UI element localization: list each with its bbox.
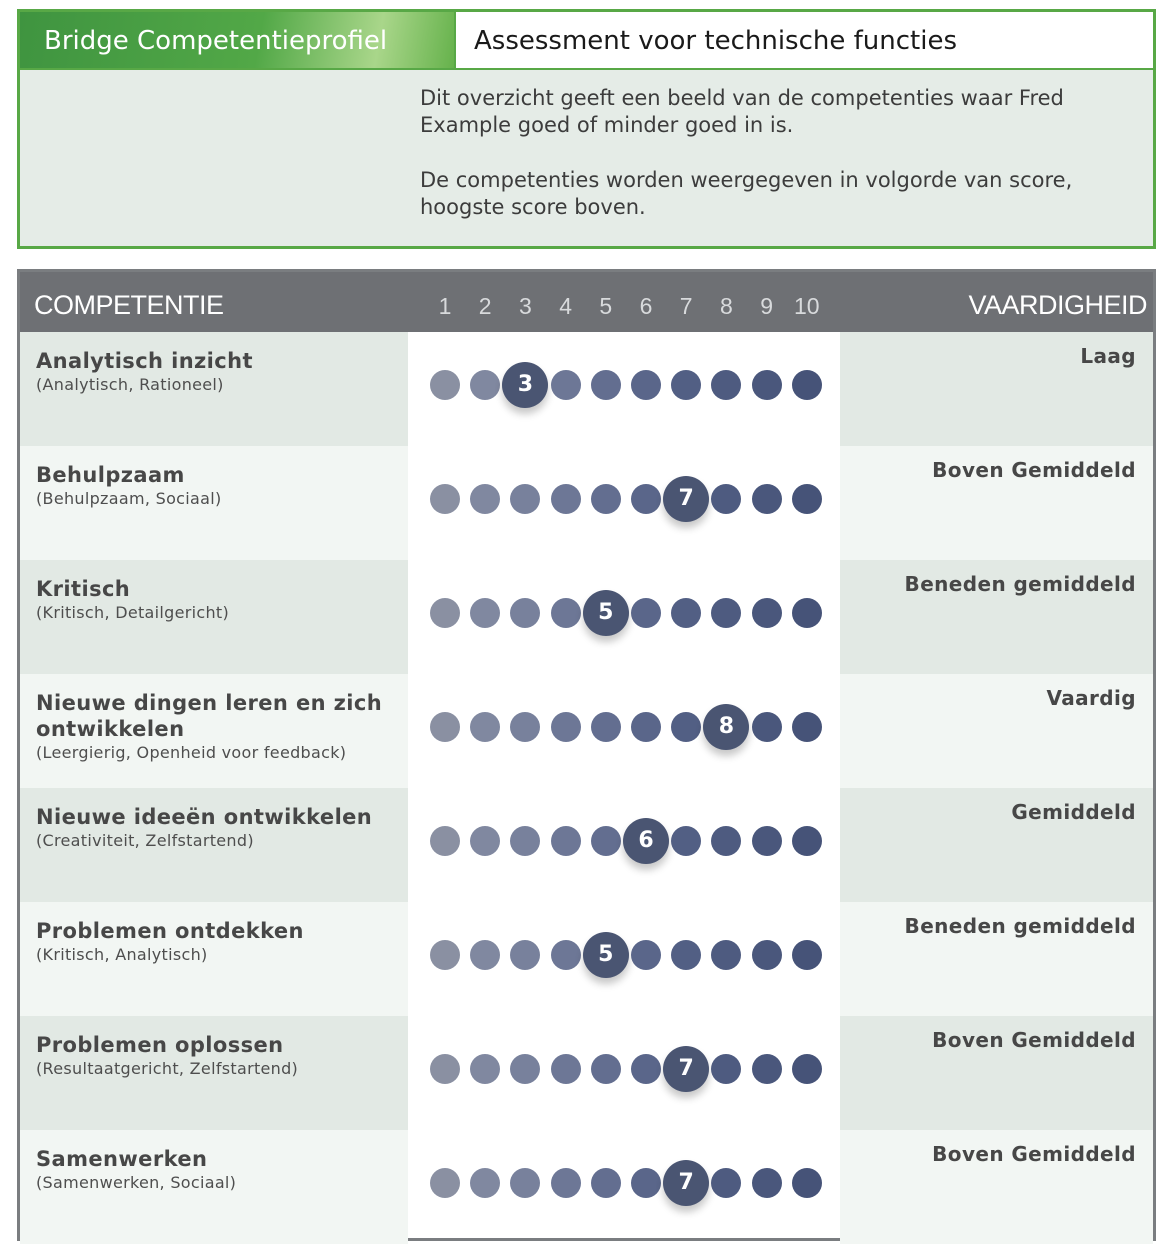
competence-table <box>17 269 1156 1241</box>
score-dot <box>430 712 460 742</box>
score-dot <box>792 598 822 628</box>
column-header-skill: VAARDIGHEID <box>968 290 1147 320</box>
competence-title: Nieuwe dingen leren en zich ontwikkelen <box>36 691 383 741</box>
score-marker: 8 <box>703 704 749 750</box>
score-dot <box>551 484 581 514</box>
table-row <box>20 674 1153 788</box>
scale-number: 10 <box>794 293 820 319</box>
score-dot <box>470 1054 500 1084</box>
competence-subtitle: (Analytisch, Rationeel) <box>36 375 224 394</box>
score-dot <box>430 598 460 628</box>
score-dot <box>631 484 661 514</box>
score-dot <box>470 484 500 514</box>
table-header <box>20 272 1153 332</box>
score-dot <box>591 484 621 514</box>
score-dot <box>631 1054 661 1084</box>
score-dot <box>711 598 741 628</box>
scale-number: 3 <box>518 293 532 319</box>
score-dot <box>631 712 661 742</box>
skill-level: Beneden gemiddeld <box>904 914 1136 938</box>
skill-level: Gemiddeld <box>1011 800 1136 824</box>
score-dot <box>711 370 741 400</box>
intro-paragraph-2: De competenties worden weergegeven in volgorde van score, hoogste score boven. <box>420 168 1073 219</box>
competence-title: Behulpzaam <box>36 463 185 487</box>
score-dot <box>792 370 822 400</box>
score-dot <box>591 1168 621 1198</box>
score-dot <box>510 1168 540 1198</box>
competence-name <box>36 462 396 510</box>
score-dot <box>510 1054 540 1084</box>
score-dot <box>470 1168 500 1198</box>
skill-cell <box>840 788 1153 902</box>
score-marker: 6 <box>623 818 669 864</box>
competence-name <box>36 918 396 966</box>
competence-subtitle: (Kritisch, Detailgericht) <box>36 603 230 622</box>
score-dot <box>470 370 500 400</box>
assessment-title: Assessment voor technische functies <box>454 12 1153 68</box>
score-dot <box>470 826 500 856</box>
score-dot <box>430 940 460 970</box>
skill-level: Boven Gemiddeld <box>932 458 1136 482</box>
score-marker: 5 <box>583 932 629 978</box>
skill-level: Laag <box>1080 344 1136 368</box>
score-dot <box>752 598 782 628</box>
intro-paragraph-1: Dit overzicht geeft een beeld van de competenties waar Fred Example goed of minder goed in is. <box>420 86 1064 137</box>
score-dot <box>631 370 661 400</box>
intro-text <box>420 85 1140 249</box>
score-dot <box>551 598 581 628</box>
competence-name <box>36 1032 396 1080</box>
score-dot <box>551 826 581 856</box>
competence-cell <box>20 674 408 788</box>
score-dot <box>510 826 540 856</box>
competence-cell <box>20 332 408 446</box>
score-dot <box>752 1168 782 1198</box>
competence-title: Kritisch <box>36 577 131 601</box>
score-marker: 7 <box>663 476 709 522</box>
skill-cell <box>840 674 1153 788</box>
score-dot <box>792 940 822 970</box>
score-dot <box>631 940 661 970</box>
competence-subtitle: (Kritisch, Analytisch) <box>36 945 208 964</box>
score-dot <box>752 826 782 856</box>
score-dot <box>430 484 460 514</box>
skill-cell <box>840 332 1153 446</box>
competence-subtitle: (Leergierig, Openheid voor feedback) <box>36 743 347 762</box>
competence-subtitle: (Creativiteit, Zelfstartend) <box>36 831 254 850</box>
competence-cell <box>20 560 408 674</box>
score-dot <box>792 826 822 856</box>
competence-cell <box>20 1130 408 1244</box>
score-dot <box>470 712 500 742</box>
score-dot <box>430 1054 460 1084</box>
score-dot <box>470 598 500 628</box>
score-marker: 7 <box>663 1046 709 1092</box>
score-dot <box>551 712 581 742</box>
scale-number: 8 <box>719 293 733 319</box>
score-dot <box>430 826 460 856</box>
skill-cell <box>840 1130 1153 1244</box>
competence-subtitle: (Resultaatgericht, Zelfstartend) <box>36 1059 299 1078</box>
score-marker: 7 <box>663 1160 709 1206</box>
score-dot <box>591 712 621 742</box>
table-row <box>20 788 1153 902</box>
competence-subtitle: (Behulpzaam, Sociaal) <box>36 489 222 508</box>
score-dot <box>752 484 782 514</box>
score-dot <box>671 940 701 970</box>
score-dot <box>510 940 540 970</box>
score-dot <box>671 598 701 628</box>
competence-title: Problemen ontdekken <box>36 919 304 943</box>
competence-name <box>36 1146 396 1194</box>
scale-number: 1 <box>438 293 452 319</box>
table-row <box>20 332 1153 446</box>
competence-cell <box>20 446 408 560</box>
table-row <box>20 446 1153 560</box>
competence-cell <box>20 902 408 1016</box>
score-dot <box>711 1168 741 1198</box>
score-dot <box>792 1054 822 1084</box>
score-dot <box>752 370 782 400</box>
competence-cell <box>20 1016 408 1130</box>
score-dot <box>671 826 701 856</box>
scale-number: 6 <box>639 293 653 319</box>
competence-cell <box>20 788 408 902</box>
info-header <box>20 12 1153 70</box>
competence-subtitle: (Samenwerken, Sociaal) <box>36 1173 237 1192</box>
score-dot <box>631 1168 661 1198</box>
score-dot <box>792 1168 822 1198</box>
skill-cell <box>840 902 1153 1016</box>
score-dot <box>510 712 540 742</box>
table-row <box>20 1130 1153 1244</box>
skill-cell <box>840 560 1153 674</box>
competence-name <box>36 576 396 624</box>
score-dot <box>591 1054 621 1084</box>
score-dot <box>470 940 500 970</box>
table-row <box>20 1016 1153 1130</box>
skill-cell <box>840 1016 1153 1130</box>
score-dot <box>752 712 782 742</box>
score-dot <box>752 1054 782 1084</box>
score-dot <box>711 484 741 514</box>
score-dot <box>591 370 621 400</box>
info-box <box>17 9 1156 249</box>
skill-level: Boven Gemiddeld <box>932 1028 1136 1052</box>
score-dot <box>711 826 741 856</box>
score-dot <box>510 484 540 514</box>
score-dot <box>631 598 661 628</box>
score-dot <box>591 826 621 856</box>
skill-level: Boven Gemiddeld <box>932 1142 1136 1166</box>
competence-name <box>36 804 396 852</box>
score-dot <box>792 712 822 742</box>
score-dot <box>430 370 460 400</box>
score-dot <box>551 1054 581 1084</box>
score-dot <box>510 598 540 628</box>
skill-cell <box>840 446 1153 560</box>
competence-title: Samenwerken <box>36 1147 208 1171</box>
table-row <box>20 902 1153 1016</box>
brand-title: Bridge Competentieprofiel <box>20 12 454 68</box>
score-dot <box>711 940 741 970</box>
column-header-competence: COMPETENTIE <box>34 290 224 320</box>
score-dot <box>711 1054 741 1084</box>
score-dot <box>551 370 581 400</box>
skill-level: Vaardig <box>1046 686 1136 710</box>
scale-number: 7 <box>679 293 693 319</box>
scale-number: 5 <box>599 293 613 319</box>
score-dot <box>551 940 581 970</box>
scale-number: 2 <box>478 293 492 319</box>
score-marker: 3 <box>502 362 548 408</box>
competence-name <box>36 690 396 764</box>
score-dot <box>671 712 701 742</box>
competence-title: Problemen oplossen <box>36 1033 284 1057</box>
table-row <box>20 560 1153 674</box>
score-dot <box>430 1168 460 1198</box>
scale-number: 4 <box>559 293 572 319</box>
skill-level: Beneden gemiddeld <box>904 572 1136 596</box>
competence-name <box>36 348 396 396</box>
score-marker: 5 <box>583 590 629 636</box>
competence-title: Nieuwe ideeën ontwikkelen <box>36 805 373 829</box>
score-dot <box>671 370 701 400</box>
scale-number: 9 <box>760 293 773 319</box>
score-dot <box>551 1168 581 1198</box>
score-dot <box>752 940 782 970</box>
score-dot <box>792 484 822 514</box>
competence-title: Analytisch inzicht <box>36 349 253 373</box>
